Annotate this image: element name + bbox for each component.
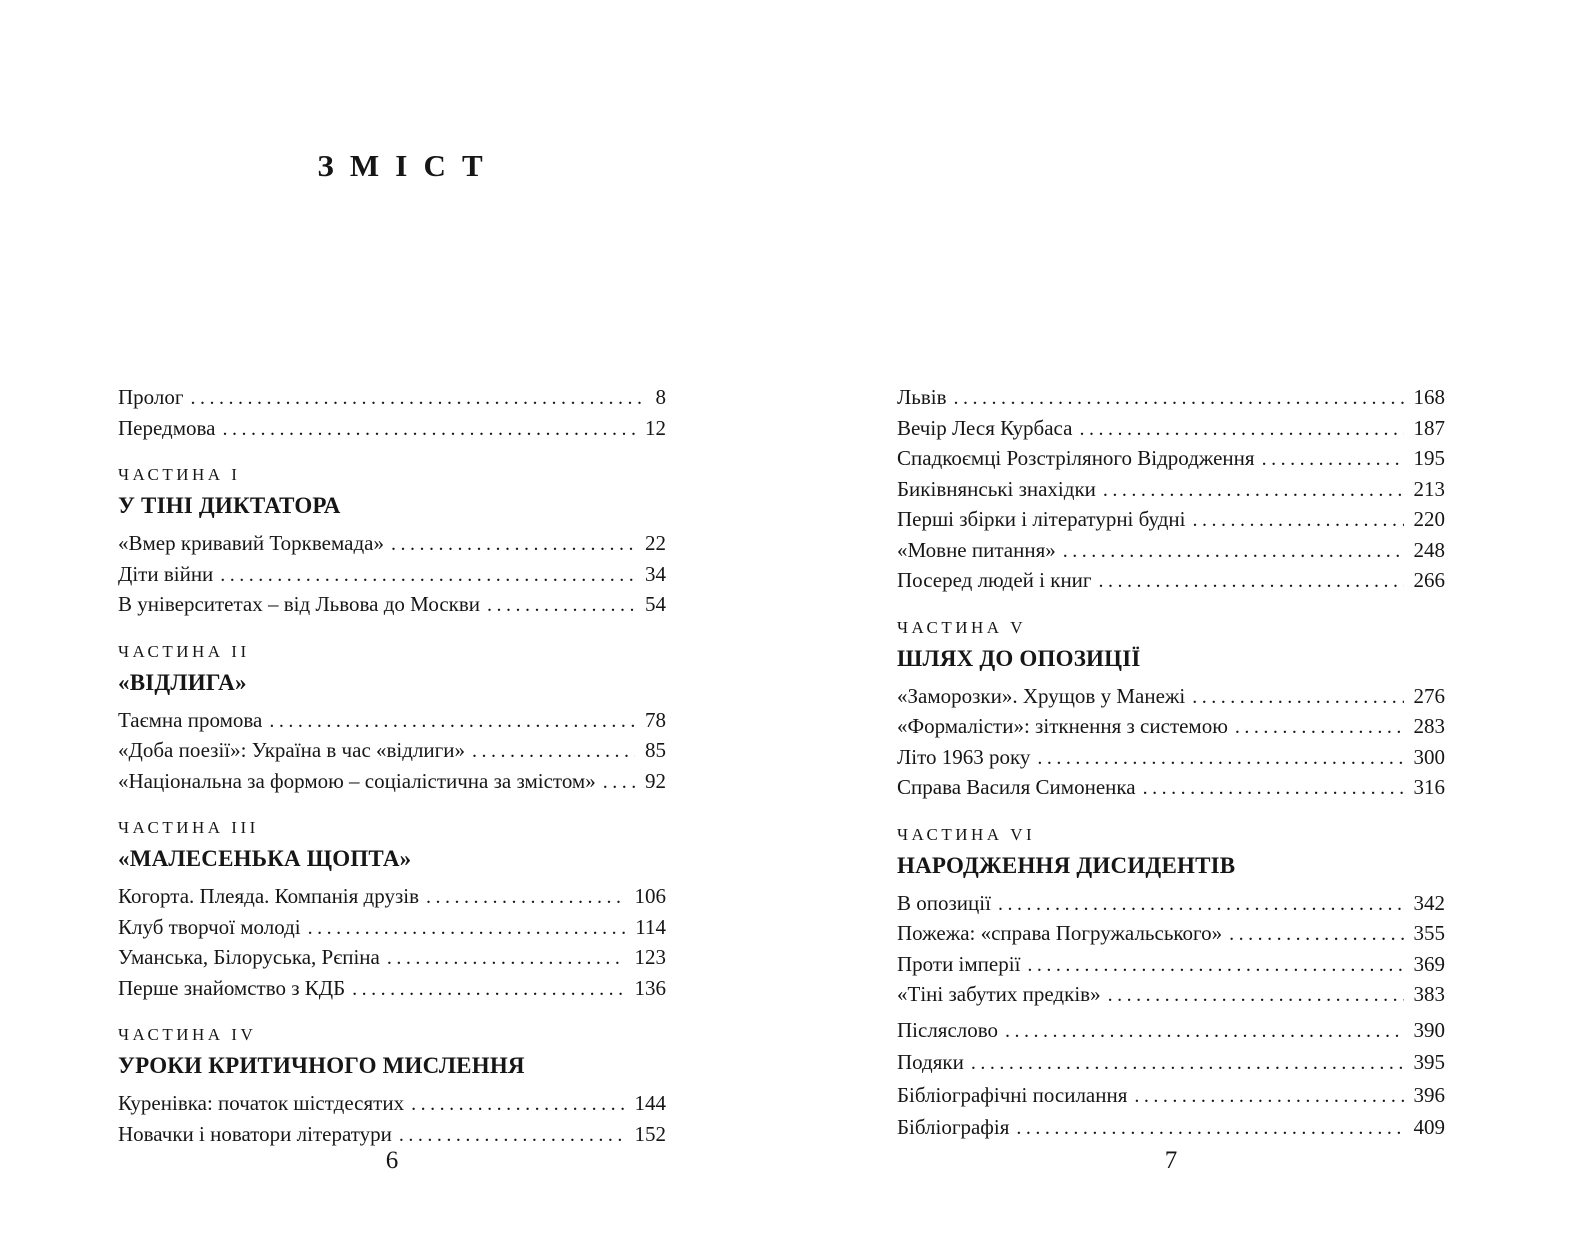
dot-leader [472,737,635,767]
dot-leader [1037,744,1403,774]
dot-leader [1108,981,1404,1011]
toc-back-matter-list [897,1015,1445,1145]
toc-entry-label: Львів [897,385,947,409]
toc-entry-page: 266 [1413,568,1445,592]
toc-entry-page: 395 [1413,1050,1445,1074]
toc-column-left [118,383,666,1150]
toc-entry-label: Передмова [118,415,216,440]
toc-entry [897,414,1445,445]
toc-entry-label: «Формалісти»: зіткнення з системою [897,714,1228,738]
toc-entry-label: Діти війни [118,561,214,586]
part-items [897,889,1445,1011]
dot-leader [1063,537,1404,567]
part-title: «МАЛЕСЕНЬКА ЩОПТА» [118,846,412,871]
toc-entry-label: Пожежа: «справа Погружальського» [897,921,1223,945]
toc-entry-label: В університетах – від Львова до Москви [118,592,481,616]
toc-entry [897,682,1445,713]
dot-leader [391,530,635,560]
toc-entry [897,566,1445,597]
dot-leader [387,944,625,974]
toc-entry-label: Літо 1963 року [897,744,1031,769]
toc-entry-page: 342 [1413,890,1445,915]
toc-entry-label: Пролог [118,385,184,409]
toc-entry [118,414,666,445]
dot-leader [1229,920,1403,950]
part-title: УРОКИ КРИТИЧНОГО МИСЛЕННЯ [118,1053,525,1078]
part-kicker: ЧАСТИНА II [118,641,250,661]
toc-entry-page: 283 [1413,714,1445,738]
toc-entry-page: 300 [1413,744,1445,769]
toc-entry-page: 106 [634,884,666,908]
toc-entry-page: 34 [645,561,666,586]
part-items [897,682,1445,804]
dot-leader [1134,1081,1403,1113]
toc-entry [118,913,666,944]
toc-entry [118,882,666,913]
part-items [118,1089,666,1150]
toc-entry-label: «Тіні забутих предків» [897,982,1101,1006]
toc-entry-page: 369 [1413,951,1445,976]
dot-leader [1192,506,1403,536]
toc-entry-label: Биківнянські знахідки [897,476,1096,501]
page-title: ЗМІСТ [317,147,499,183]
part-items [118,882,666,1004]
toc-entry-label: Бібліографія [897,1115,1010,1139]
toc-part4-continued-list [897,383,1445,597]
toc-entry [897,1015,1445,1048]
toc-entry [118,560,666,591]
toc-entry-page: 92 [645,768,666,793]
toc-entry [897,1112,1445,1145]
toc-entry-label: «Мовне питання» [897,537,1056,562]
toc-entry-page: 276 [1413,683,1445,708]
toc-entry-label: «Доба поезії»: Україна в час «відлиги» [118,738,466,762]
toc-entry-label: Бібліографічні посилання [897,1082,1128,1107]
toc-entry-page: 114 [635,914,666,939]
toc-entry-label: «Національна за формою – соціалістична за змістом» [118,768,596,793]
toc-entry [118,383,666,414]
toc-entry-label: Когорта. Плеяда. Компанія друзів [118,884,420,908]
toc-entry-page: 78 [645,707,666,732]
toc-entry [897,475,1445,506]
toc-entry-page: 144 [634,1091,666,1115]
toc-entry-label: Куренівка: початок шістдесятих [118,1091,405,1115]
part-items [118,706,666,798]
dot-leader [308,914,626,944]
dot-leader [1103,476,1404,506]
dot-leader [1192,683,1403,713]
toc-entry [118,1089,666,1120]
toc-entry-page: 12 [645,415,666,440]
toc-entry-label: В опозиції [897,890,991,915]
toc-part-1 [118,464,666,621]
toc-entry-label: Спадкоємці Розстріляного Відродження [897,446,1255,470]
toc-entry [118,767,666,798]
part-title: «ВІДЛИГА» [118,669,247,695]
toc-entry [897,712,1445,743]
part-title: У ТІНІ ДИКТАТОРА [118,493,341,518]
toc-entry-label: «Заморозки». Хрущов у Манежі [897,683,1186,708]
part-title: ШЛЯХ ДО ОПОЗИЦІЇ [897,645,1141,671]
toc-entry-label: Посеред людей і книг [897,568,1092,592]
toc-entry-label: Клуб творчої молоді [118,914,301,939]
dot-leader [1262,445,1404,475]
dot-leader [487,591,635,621]
dot-leader [220,561,635,591]
toc-entry [897,950,1445,981]
toc-entry-page: 54 [645,592,666,616]
toc-entry-label: Новачки і новатори літератури [118,1121,392,1146]
toc-entry-label: Таємна промова [118,707,263,732]
toc-entry-page: 168 [1413,385,1445,409]
toc-entry-page: 22 [645,531,666,555]
toc-part-5 [897,617,1445,804]
toc-entry [897,773,1445,804]
part-kicker: ЧАСТИНА V [897,617,1027,637]
toc-part-3 [118,817,666,1004]
toc-entry-page: 248 [1413,537,1445,562]
toc-entry-page: 85 [645,738,666,762]
toc-part-4 [118,1024,666,1150]
dot-leader [1235,713,1404,743]
dot-leader [1143,774,1404,804]
toc-entry [897,505,1445,536]
toc-entry-page: 355 [1413,921,1445,945]
part-kicker: ЧАСТИНА VI [897,824,1036,844]
toc-entry [118,943,666,974]
dot-leader [190,384,645,414]
toc-entry-page: 187 [1413,415,1445,440]
toc-entry-page: 316 [1413,775,1445,799]
toc-entry-page: 383 [1413,982,1445,1006]
toc-entry [897,383,1445,414]
part-title: НАРОДЖЕННЯ ДИСИДЕНТІВ [897,852,1236,878]
toc-entry-page: 123 [634,945,666,969]
toc-entry [118,529,666,560]
toc-entry [897,889,1445,920]
toc-entry-label: Подяки [897,1050,964,1074]
part-kicker: ЧАСТИНА III [118,818,259,837]
toc-column-right [897,383,1445,1145]
toc-entry [897,1080,1445,1113]
toc-entry-label: Уманська, Білоруська, Рєпіна [118,945,380,969]
dot-leader [352,975,624,1005]
part-kicker: ЧАСТИНА IV [118,1025,257,1044]
dot-leader [269,707,635,737]
toc-entry-label: Перші збірки і літературні будні [897,507,1186,531]
toc-entry-page: 409 [1413,1115,1445,1139]
dot-leader [411,1090,624,1120]
toc-entry-page: 220 [1413,507,1445,531]
toc-entry-page: 213 [1413,476,1445,501]
toc-entry [897,536,1445,567]
part-items [118,529,666,621]
dot-leader [998,890,1404,920]
toc-entry-label: Справа Василя Симоненка [897,775,1136,799]
toc-part-6 [897,824,1445,1011]
toc-entry-label: Проти імперії [897,951,1021,976]
toc-entry-page: 195 [1413,446,1445,470]
toc-entry-label: Перше знайомство з КДБ [118,975,346,1000]
dot-leader [954,384,1404,414]
toc-entry-label: «Вмер кривавий Торквемада» [118,531,384,555]
toc-entry-page: 152 [634,1121,666,1146]
toc-entry [118,736,666,767]
toc-entry [118,974,666,1005]
toc-entry [897,743,1445,774]
toc-entry-label: Вечір Леся Курбаса [897,415,1073,440]
part-kicker: ЧАСТИНА I [118,465,241,484]
dot-leader [1099,567,1404,597]
dot-leader [971,1048,1404,1080]
toc-part-2 [118,641,666,798]
toc-entry [118,706,666,737]
page-number-right: 7 [1164,1147,1178,1174]
toc-entry-label: Післяслово [897,1017,999,1042]
dot-leader [1005,1016,1403,1048]
dot-leader [1079,415,1403,445]
dot-leader [603,768,635,798]
dot-leader [1027,951,1403,981]
page-number-left: 6 [385,1147,399,1174]
toc-entry [897,980,1445,1011]
toc-entry-page: 136 [634,975,666,1000]
toc-entry-page: 396 [1413,1082,1445,1107]
dot-leader [222,415,635,445]
toc-entry [897,444,1445,475]
toc-entry [897,1047,1445,1080]
toc-intro-list [118,383,666,444]
toc-entry-page: 8 [655,385,666,409]
toc-entry-page: 390 [1413,1017,1445,1042]
dot-leader [1016,1113,1403,1145]
toc-entry [118,590,666,621]
dot-leader [426,883,624,913]
toc-entry [897,919,1445,950]
